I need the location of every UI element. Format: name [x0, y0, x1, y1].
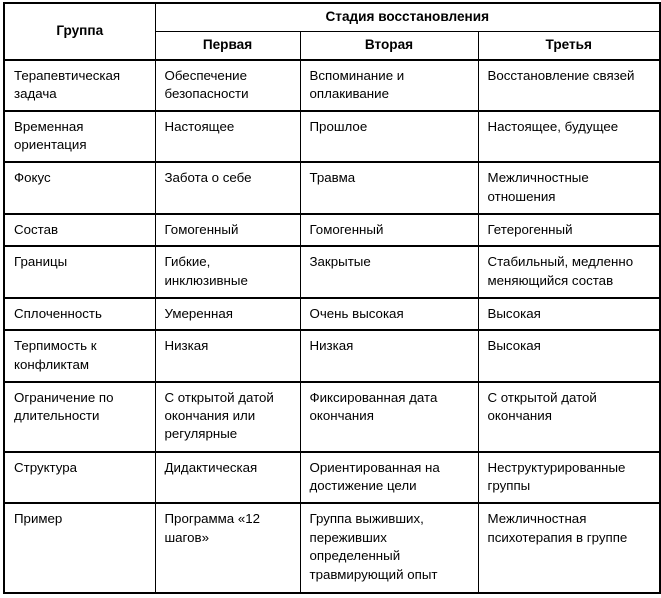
cell-stage-first: Умеренная [155, 298, 300, 330]
row-label: Ограничение по длительности [4, 382, 155, 452]
table-row [4, 330, 660, 381]
cell-stage-third: Межличностные отношения [478, 162, 660, 213]
cell-stage-second: Гомогенный [300, 214, 478, 246]
row-label: Терапевтическая задача [4, 60, 155, 111]
cell-stage-first: Гибкие, инклюзивные [155, 246, 300, 297]
cell-stage-second: Травма [300, 162, 478, 213]
row-label: Границы [4, 246, 155, 297]
row-label: Состав [4, 214, 155, 246]
cell-stage-third: Восстановление связей [478, 60, 660, 111]
cell-stage-first: Обеспечение безопасности [155, 60, 300, 111]
header-row-top [4, 3, 660, 31]
cell-stage-first: С открытой датой окончания или регулярные [155, 382, 300, 452]
table-row [4, 382, 660, 452]
cell-stage-first: Дидактическая [155, 452, 300, 503]
cell-stage-second: Вспоминание и оплакивание [300, 60, 478, 111]
recovery-stages-table [3, 2, 661, 594]
table-row [4, 452, 660, 503]
column-header-stage-span: Стадия восстановления [155, 3, 660, 31]
cell-stage-third: Стабильный, медленно меняющийся состав [478, 246, 660, 297]
row-label: Пример [4, 503, 155, 593]
cell-stage-second: Ориентированная на достижение цели [300, 452, 478, 503]
table-row [4, 214, 660, 246]
cell-stage-second: Низкая [300, 330, 478, 381]
cell-stage-second: Прошлое [300, 111, 478, 162]
table-row [4, 503, 660, 593]
row-label: Сплоченность [4, 298, 155, 330]
cell-stage-third: Высокая [478, 330, 660, 381]
cell-stage-first: Низкая [155, 330, 300, 381]
column-header-stage-second: Вторая [300, 31, 478, 59]
row-label: Временная ориентация [4, 111, 155, 162]
table-row [4, 298, 660, 330]
cell-stage-third: Неструктурированные группы [478, 452, 660, 503]
cell-stage-third: Высокая [478, 298, 660, 330]
cell-stage-third: Межличностная психотерапия в группе [478, 503, 660, 593]
cell-stage-second: Группа выживших, переживших определенный травмирующий опыт [300, 503, 478, 593]
table-row [4, 60, 660, 111]
column-header-stage-third: Третья [478, 31, 660, 59]
row-label: Терпимость к конфликтам [4, 330, 155, 381]
row-label: Фокус [4, 162, 155, 213]
cell-stage-first: Гомогенный [155, 214, 300, 246]
table-row [4, 162, 660, 213]
cell-stage-first: Программа «12 шагов» [155, 503, 300, 593]
table-row [4, 246, 660, 297]
cell-stage-second: Закрытые [300, 246, 478, 297]
column-header-group: Группа [4, 3, 155, 60]
cell-stage-third: Настоящее, будущее [478, 111, 660, 162]
cell-stage-third: С открытой датой окончания [478, 382, 660, 452]
cell-stage-second: Фиксированная дата окончания [300, 382, 478, 452]
cell-stage-first: Забота о себе [155, 162, 300, 213]
column-header-stage-first: Первая [155, 31, 300, 59]
cell-stage-second: Очень высокая [300, 298, 478, 330]
table-header [4, 3, 660, 60]
cell-stage-first: Настоящее [155, 111, 300, 162]
table-body [4, 60, 660, 594]
row-label: Структура [4, 452, 155, 503]
table-row [4, 111, 660, 162]
cell-stage-third: Гетерогенный [478, 214, 660, 246]
